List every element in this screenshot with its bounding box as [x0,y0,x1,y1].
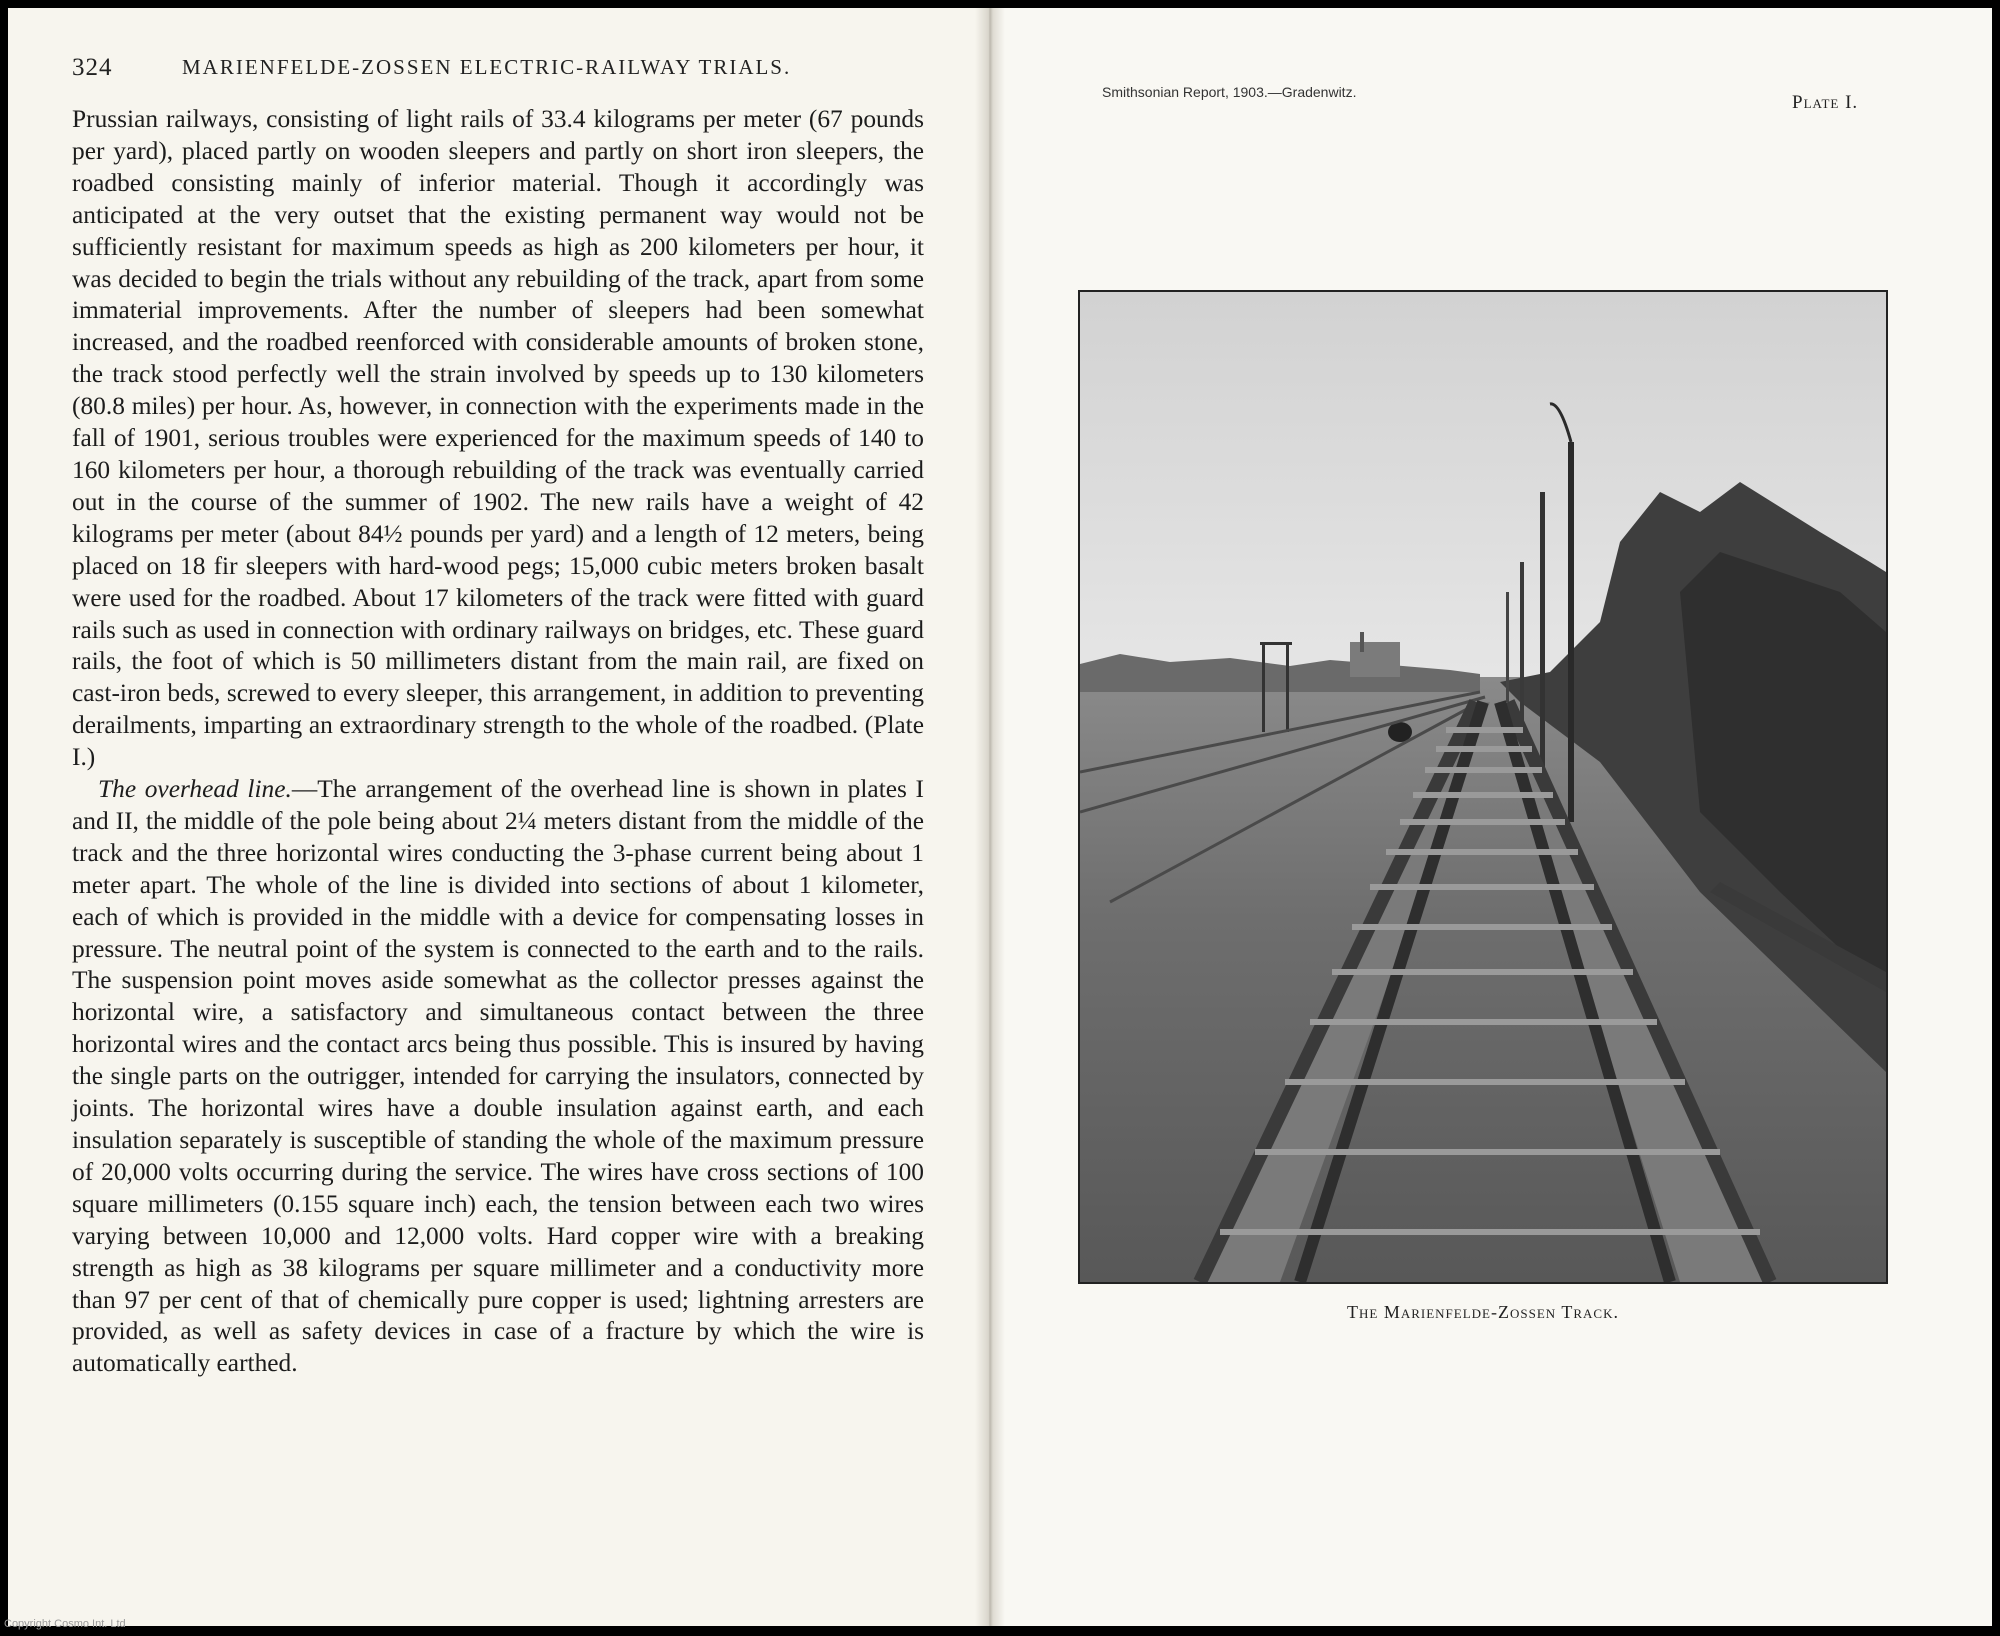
page-number: 324 [72,54,113,81]
section-heading-overhead-line: The overhead line. [98,775,292,804]
track-photograph-illustration [1080,292,1886,1282]
copyright-watermark: Copyright Cosmo Int. Ltd [4,1618,126,1630]
running-head-title: MARIENFELDE-ZOSSEN ELECTRIC-RAILWAY TRIALS. [182,55,792,79]
track-photograph [1078,290,1888,1284]
running-head [72,52,932,88]
article-body [72,104,924,1380]
plate-label: Plate I. [1792,92,1859,113]
book-gutter [975,8,1005,1626]
paragraph-track: Prussian railways, consisting of light rails of 33.4 kilograms per meter (67 pounds per yard), placed partly on wooden sleepers and partly on short iron sleepers, the roadbed consisting mainly of inferior material. Though it accordingly was anticipated at the very outset that the existing permanent way would not be sufficiently resistant for maximum speeds as high as 200 kilometers per hour, it was decided to begin the trials without any rebuilding of the track, apart from some immaterial improvements. After the number of sleepers had been somewhat increased, and the roadbed reenforced with considerable amounts of broken stone, the track stood perfectly well the strain involved by speeds up to 130 kilometers (80.8 miles) per hour. As, however, in connection with the experiments made in the fall of 1901, serious troubles were experienced for the maximum speeds of 140 to 160 kilometers per hour, a thorough rebuilding of the track was eventually carried out in the course of the summer of 1902. The new rails have a weight of 42 kilograms per meter (about 84½ pounds per yard) and a length of 12 meters, being placed on 18 fir sleepers with hard-wood pegs; 15,000 cubic meters broken basalt were used for the roadbed. About 17 kilometers of the track were fitted with guard rails such as used in connection with ordinary railways on bridges, etc. These guard rails, the foot of which is 50 millimeters distant from the main rail, are fixed on cast-iron beds, screwed to every sleeper, this arrangement, in addition to preventing derailments, imparting an extraordinary strength to the whole of the roadbed. (Plate I.) [72,105,924,772]
plate-caption: The Marienfelde-Zossen Track. [1347,1302,1619,1322]
plate-source-line: Smithsonian Report, 1903.—Gradenwitz. [1102,84,1357,100]
paragraph-overhead-line-text: —The arrangement of the overhead line is shown in plates I and II, the middle of the pole being about 2¼ meters distant from the middle of the track and the three horizontal wires conducting the 3-phase current being about 1 meter apart. The whole of the line is divided into sections of about 1 kilometer, each of which is provided in the middle with a device for compensating losses in pressure. The neutral point of the system is connected to the earth and to the rails. The suspension point moves aside somewhat as the collector presses against the horizontal wire, a satisfactory and simultaneous contact between the three horizontal wires and the contact arcs being thus possible. This is insured by having the single parts on the outrigger, intended for carrying the insulators, connected by joints. The horizontal wires have a double insulation against earth, and each insulation separately is susceptible of standing the whole of the maximum pressure of 20,000 volts occurring during the service. The wires have cross sections of 100 square millimeters (0.155 square inch) each, the tension between each two wires varying between 10,000 and 12,000 volts. Hard copper wire with a breaking strength as high as 38 kilograms per square millimeter and a conductivity more than 97 per cent of that of chemically pure copper is used; lightning arresters are provided, as well as safety devices in case of a fracture by which the wire is automatically earthed. [72,775,924,1378]
paragraph-overhead-line [72,774,924,1380]
